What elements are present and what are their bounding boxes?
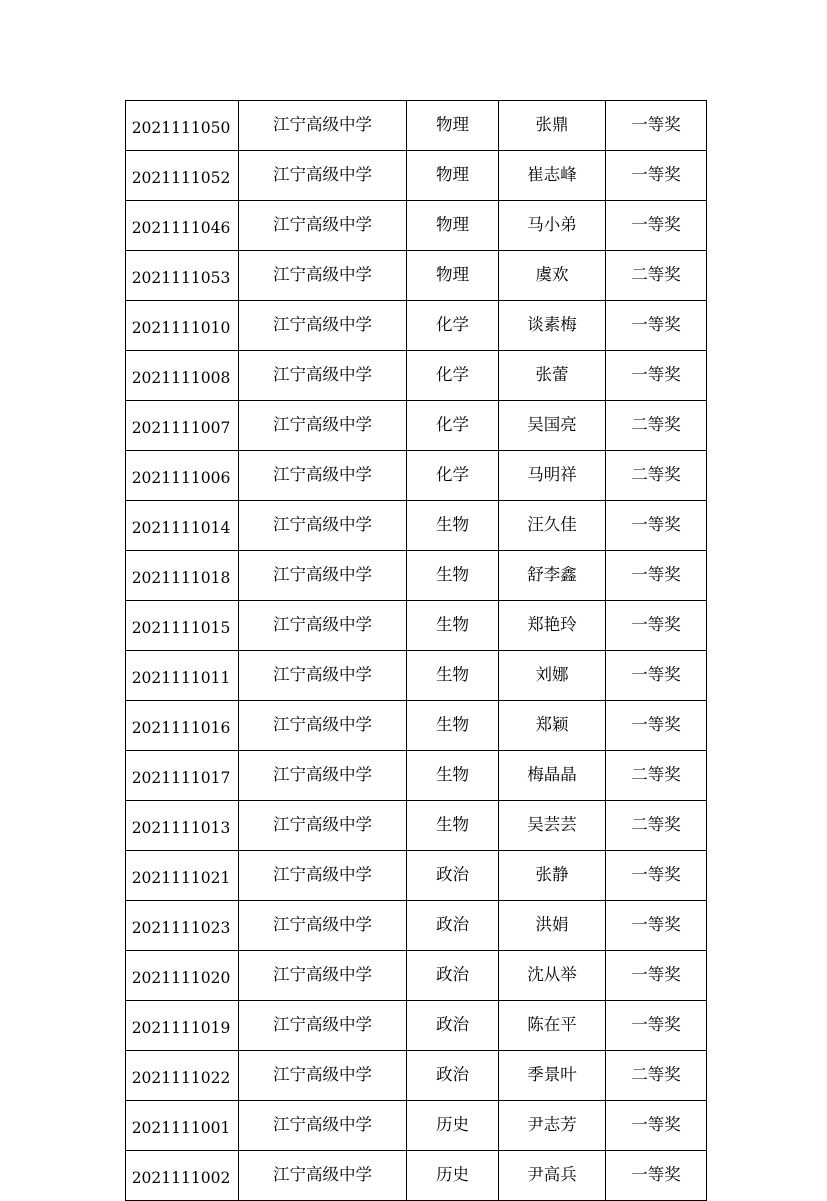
student-id-cell: 2021111006: [126, 451, 239, 501]
award-cell: 二等奖: [606, 801, 707, 851]
table-row: [126, 101, 707, 151]
award-results-table: [125, 100, 707, 1201]
table-row: [126, 901, 707, 951]
school-cell: 江宁高级中学: [239, 401, 407, 451]
student-id-cell: 2021111017: [126, 751, 239, 801]
school-cell: 江宁高级中学: [239, 601, 407, 651]
name-cell: 季景叶: [499, 1051, 606, 1101]
table-row: [126, 601, 707, 651]
award-cell: 一等奖: [606, 101, 707, 151]
award-cell: 二等奖: [606, 451, 707, 501]
table-row: [126, 851, 707, 901]
name-cell: 张蕾: [499, 351, 606, 401]
school-cell: 江宁高级中学: [239, 851, 407, 901]
school-cell: 江宁高级中学: [239, 251, 407, 301]
student-id-cell: 2021111007: [126, 401, 239, 451]
table-row: [126, 251, 707, 301]
subject-cell: 生物: [407, 501, 499, 551]
award-cell: 二等奖: [606, 251, 707, 301]
student-id-cell: 2021111010: [126, 301, 239, 351]
table-row: [126, 451, 707, 501]
school-cell: 江宁高级中学: [239, 351, 407, 401]
school-cell: 江宁高级中学: [239, 701, 407, 751]
table-row: [126, 1001, 707, 1051]
name-cell: 崔志峰: [499, 151, 606, 201]
subject-cell: 政治: [407, 1051, 499, 1101]
name-cell: 尹志芳: [499, 1101, 606, 1151]
award-cell: 一等奖: [606, 851, 707, 901]
subject-cell: 物理: [407, 151, 499, 201]
subject-cell: 化学: [407, 351, 499, 401]
student-id-cell: 2021111016: [126, 701, 239, 751]
subject-cell: 政治: [407, 901, 499, 951]
award-cell: 一等奖: [606, 501, 707, 551]
award-cell: 一等奖: [606, 601, 707, 651]
subject-cell: 生物: [407, 751, 499, 801]
table-row: [126, 651, 707, 701]
table-row: [126, 501, 707, 551]
subject-cell: 生物: [407, 601, 499, 651]
subject-cell: 物理: [407, 101, 499, 151]
name-cell: 舒李鑫: [499, 551, 606, 601]
table-row: [126, 301, 707, 351]
subject-cell: 物理: [407, 251, 499, 301]
award-cell: 二等奖: [606, 751, 707, 801]
table-row: [126, 351, 707, 401]
award-cell: 一等奖: [606, 551, 707, 601]
award-cell: 一等奖: [606, 201, 707, 251]
school-cell: 江宁高级中学: [239, 451, 407, 501]
school-cell: 江宁高级中学: [239, 1101, 407, 1151]
student-id-cell: 2021111001: [126, 1101, 239, 1151]
school-cell: 江宁高级中学: [239, 501, 407, 551]
name-cell: 尹高兵: [499, 1151, 606, 1201]
subject-cell: 历史: [407, 1151, 499, 1201]
student-id-cell: 2021111052: [126, 151, 239, 201]
award-cell: 一等奖: [606, 1101, 707, 1151]
student-id-cell: 2021111020: [126, 951, 239, 1001]
name-cell: 刘娜: [499, 651, 606, 701]
name-cell: 梅晶晶: [499, 751, 606, 801]
school-cell: 江宁高级中学: [239, 551, 407, 601]
student-id-cell: 2021111019: [126, 1001, 239, 1051]
subject-cell: 生物: [407, 651, 499, 701]
table-row: [126, 1051, 707, 1101]
school-cell: 江宁高级中学: [239, 301, 407, 351]
name-cell: 吴芸芸: [499, 801, 606, 851]
subject-cell: 生物: [407, 551, 499, 601]
school-cell: 江宁高级中学: [239, 801, 407, 851]
award-cell: 一等奖: [606, 301, 707, 351]
award-cell: 一等奖: [606, 701, 707, 751]
name-cell: 张鼎: [499, 101, 606, 151]
subject-cell: 历史: [407, 1101, 499, 1151]
student-id-cell: 2021111002: [126, 1151, 239, 1201]
table-row: [126, 401, 707, 451]
name-cell: 虞欢: [499, 251, 606, 301]
subject-cell: 政治: [407, 1001, 499, 1051]
name-cell: 沈从举: [499, 951, 606, 1001]
school-cell: 江宁高级中学: [239, 151, 407, 201]
name-cell: 郑艳玲: [499, 601, 606, 651]
subject-cell: 生物: [407, 701, 499, 751]
name-cell: 马小弟: [499, 201, 606, 251]
subject-cell: 化学: [407, 451, 499, 501]
student-id-cell: 2021111021: [126, 851, 239, 901]
subject-cell: 政治: [407, 851, 499, 901]
student-id-cell: 2021111008: [126, 351, 239, 401]
results-table-body: [126, 101, 707, 1201]
student-id-cell: 2021111013: [126, 801, 239, 851]
award-cell: 一等奖: [606, 151, 707, 201]
award-cell: 一等奖: [606, 651, 707, 701]
school-cell: 江宁高级中学: [239, 1051, 407, 1101]
table-row: [126, 951, 707, 1001]
subject-cell: 物理: [407, 201, 499, 251]
student-id-cell: 2021111011: [126, 651, 239, 701]
subject-cell: 化学: [407, 401, 499, 451]
student-id-cell: 2021111015: [126, 601, 239, 651]
student-id-cell: 2021111022: [126, 1051, 239, 1101]
award-cell: 二等奖: [606, 1051, 707, 1101]
school-cell: 江宁高级中学: [239, 651, 407, 701]
school-cell: 江宁高级中学: [239, 201, 407, 251]
school-cell: 江宁高级中学: [239, 901, 407, 951]
table-row: [126, 151, 707, 201]
school-cell: 江宁高级中学: [239, 1151, 407, 1201]
subject-cell: 化学: [407, 301, 499, 351]
award-cell: 一等奖: [606, 951, 707, 1001]
subject-cell: 政治: [407, 951, 499, 1001]
student-id-cell: 2021111053: [126, 251, 239, 301]
student-id-cell: 2021111050: [126, 101, 239, 151]
school-cell: 江宁高级中学: [239, 751, 407, 801]
table-row: [126, 1151, 707, 1201]
name-cell: 陈在平: [499, 1001, 606, 1051]
name-cell: 谈素梅: [499, 301, 606, 351]
table-row: [126, 551, 707, 601]
student-id-cell: 2021111046: [126, 201, 239, 251]
student-id-cell: 2021111014: [126, 501, 239, 551]
name-cell: 马明祥: [499, 451, 606, 501]
school-cell: 江宁高级中学: [239, 1001, 407, 1051]
name-cell: 张静: [499, 851, 606, 901]
award-cell: 一等奖: [606, 901, 707, 951]
name-cell: 汪久佳: [499, 501, 606, 551]
subject-cell: 生物: [407, 801, 499, 851]
name-cell: 郑颖: [499, 701, 606, 751]
table-row: [126, 1101, 707, 1151]
award-cell: 一等奖: [606, 351, 707, 401]
name-cell: 洪娟: [499, 901, 606, 951]
table-row: [126, 801, 707, 851]
award-cell: 二等奖: [606, 401, 707, 451]
name-cell: 吴国亮: [499, 401, 606, 451]
award-cell: 一等奖: [606, 1151, 707, 1201]
school-cell: 江宁高级中学: [239, 101, 407, 151]
student-id-cell: 2021111023: [126, 901, 239, 951]
table-row: [126, 201, 707, 251]
award-cell: 一等奖: [606, 1001, 707, 1051]
school-cell: 江宁高级中学: [239, 951, 407, 1001]
table-row: [126, 751, 707, 801]
table-row: [126, 701, 707, 751]
student-id-cell: 2021111018: [126, 551, 239, 601]
